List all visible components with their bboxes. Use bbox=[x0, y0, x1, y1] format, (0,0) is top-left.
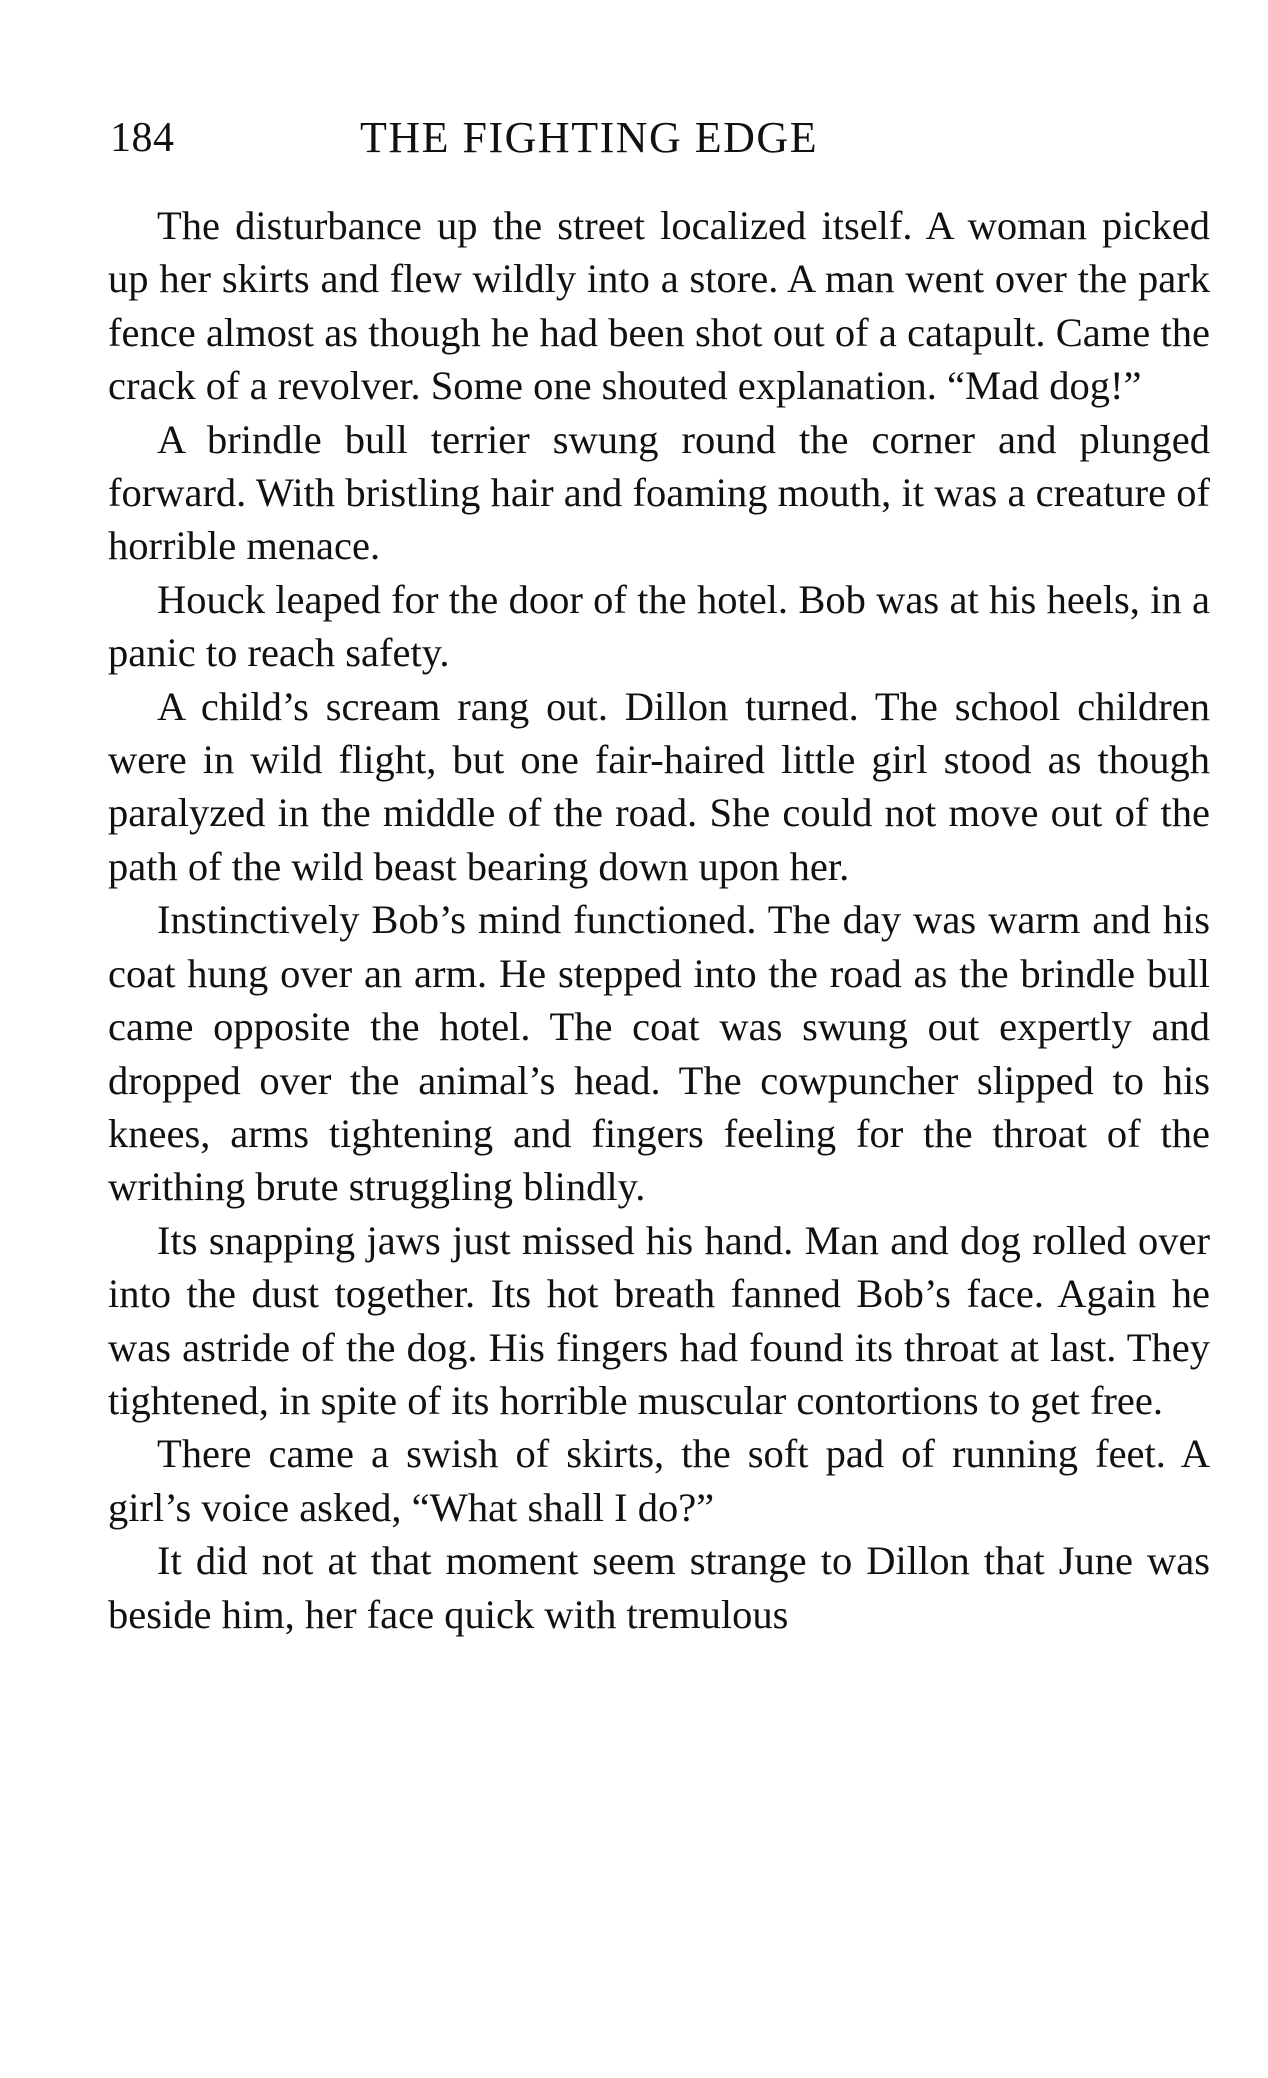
paragraph: The disturbance up the street localized itself. A woman picked up her skirts and flew wildly into a store. A man went over the park fence almost as though he had been shot out of a catapult. Came the crack of a revolver. Some one shouted explanation. “Mad dog!” bbox=[108, 203, 1210, 409]
body-text bbox=[108, 199, 1210, 1641]
paragraph: Houck leaped for the door of the hotel. Bob was at his heels, in a panic to reach safety. bbox=[108, 576, 1210, 676]
paragraph: It did not at that moment seem strange to Dillon that June was beside him, her face quick with tremulous bbox=[108, 1538, 1210, 1637]
running-title: THE FIGHTING EDGE bbox=[360, 113, 819, 162]
paragraph: A child’s scream rang out. Dillon turned. The school children were in wild flight, but one fair-haired little girl stood as though paralyzed in the middle of the road. She could not move out of the path of the wild beast bearing down upon her. bbox=[108, 683, 1210, 889]
paragraph: A brindle bull terrier swung round the corner and plunged forward. With bristling hair and foaming mouth, it was a creature of horrible menace. bbox=[108, 416, 1210, 569]
paragraph: There came a swish of skirts, the soft pad of running feet. A girl’s voice asked, “What shall I do?” bbox=[108, 1431, 1210, 1530]
page-number: 184 bbox=[110, 115, 175, 161]
paragraph: Its snapping jaws just missed his hand. Man and dog rolled over into the dust together. Its hot breath fanned Bob’s face. Again he was astride of the dog. His fingers had found its throat at last. They tightened, in spite of its horrible muscular contortions to get free. bbox=[108, 1217, 1210, 1423]
page-header bbox=[110, 108, 1210, 168]
paragraph: Instinctively Bob’s mind functioned. The day was warm and his coat hung over an arm. He stepped into the road as the brindle bull came opposite the hotel. The coat was swung out expertly and dropped over the animal’s head. The cowpuncher slipped to his knees, arms tightening and fingers feeling for the throat of the writhing brute struggling blindly. bbox=[108, 897, 1210, 1210]
